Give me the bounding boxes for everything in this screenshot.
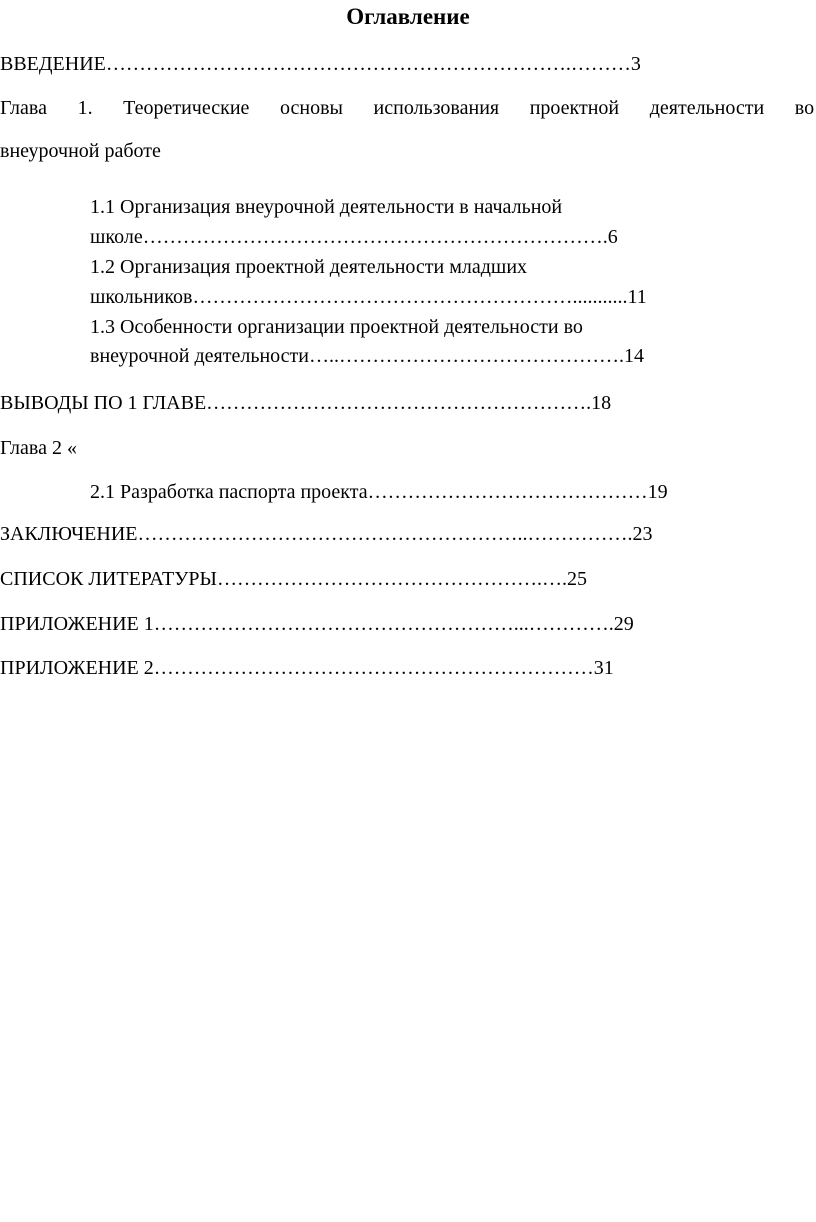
toc-entry-section-1-2-line-1: 1.2 Организация проектной деятельности младших <box>90 256 528 278</box>
toc-entry-section-1-1-line-1: 1.1 Организация внеурочной деятельности в начальной <box>90 196 563 218</box>
toc-entry-chapter-1-line-2: внеурочной работе <box>0 140 161 162</box>
toc-entry-conclusion: ЗАКЛЮЧЕНИЕ…………………………………………………..…………….23 <box>0 523 653 545</box>
toc-entry-chapter-1-conclusions: ВЫВОДЫ ПО 1 ГЛАВЕ………………………………………………….18 <box>0 392 612 414</box>
toc-entry-section-1-1-line-2: школе…………………………………………………………….6 <box>90 226 618 248</box>
toc-word: Глава <box>0 97 47 119</box>
toc-entry-references: СПИСОК ЛИТЕРАТУРЫ………………………………………….….25 <box>0 568 587 590</box>
toc-entry-chapter-2: Глава 2 « <box>0 437 77 459</box>
toc-word: деятельности <box>649 97 765 119</box>
toc-entry-introduction: ВВЕДЕНИЕ…………………………………………………………….………3 <box>0 53 641 75</box>
toc-word: использования <box>373 97 500 119</box>
page-title: Оглавление <box>346 4 470 29</box>
toc-entry-section-1-3-line-2: внеурочной деятельности…..…………………………………….14 <box>90 345 644 367</box>
toc-word: проектной <box>529 97 620 119</box>
toc-word: Теоретические <box>123 97 250 119</box>
toc-entry-chapter-1-line-1 <box>0 94 814 122</box>
toc-word: основы <box>279 97 343 119</box>
toc-word: во <box>794 97 815 119</box>
toc-entry-section-1-3-line-1: 1.3 Особенности организации проектной деятельности во <box>90 316 583 338</box>
toc-entry-appendix-1: ПРИЛОЖЕНИЕ 1………………………………………………...………….29 <box>0 613 634 635</box>
toc-entry-section-2-1: 2.1 Разработка паспорта проекта……………………………………19 <box>90 481 668 503</box>
toc-entry-appendix-2: ПРИЛОЖЕНИЕ 2…………………………………………………………31 <box>0 657 614 679</box>
toc-word: 1. <box>77 97 93 119</box>
toc-entry-section-1-2-line-2: школьников…………………………………………………...........11 <box>90 286 647 308</box>
